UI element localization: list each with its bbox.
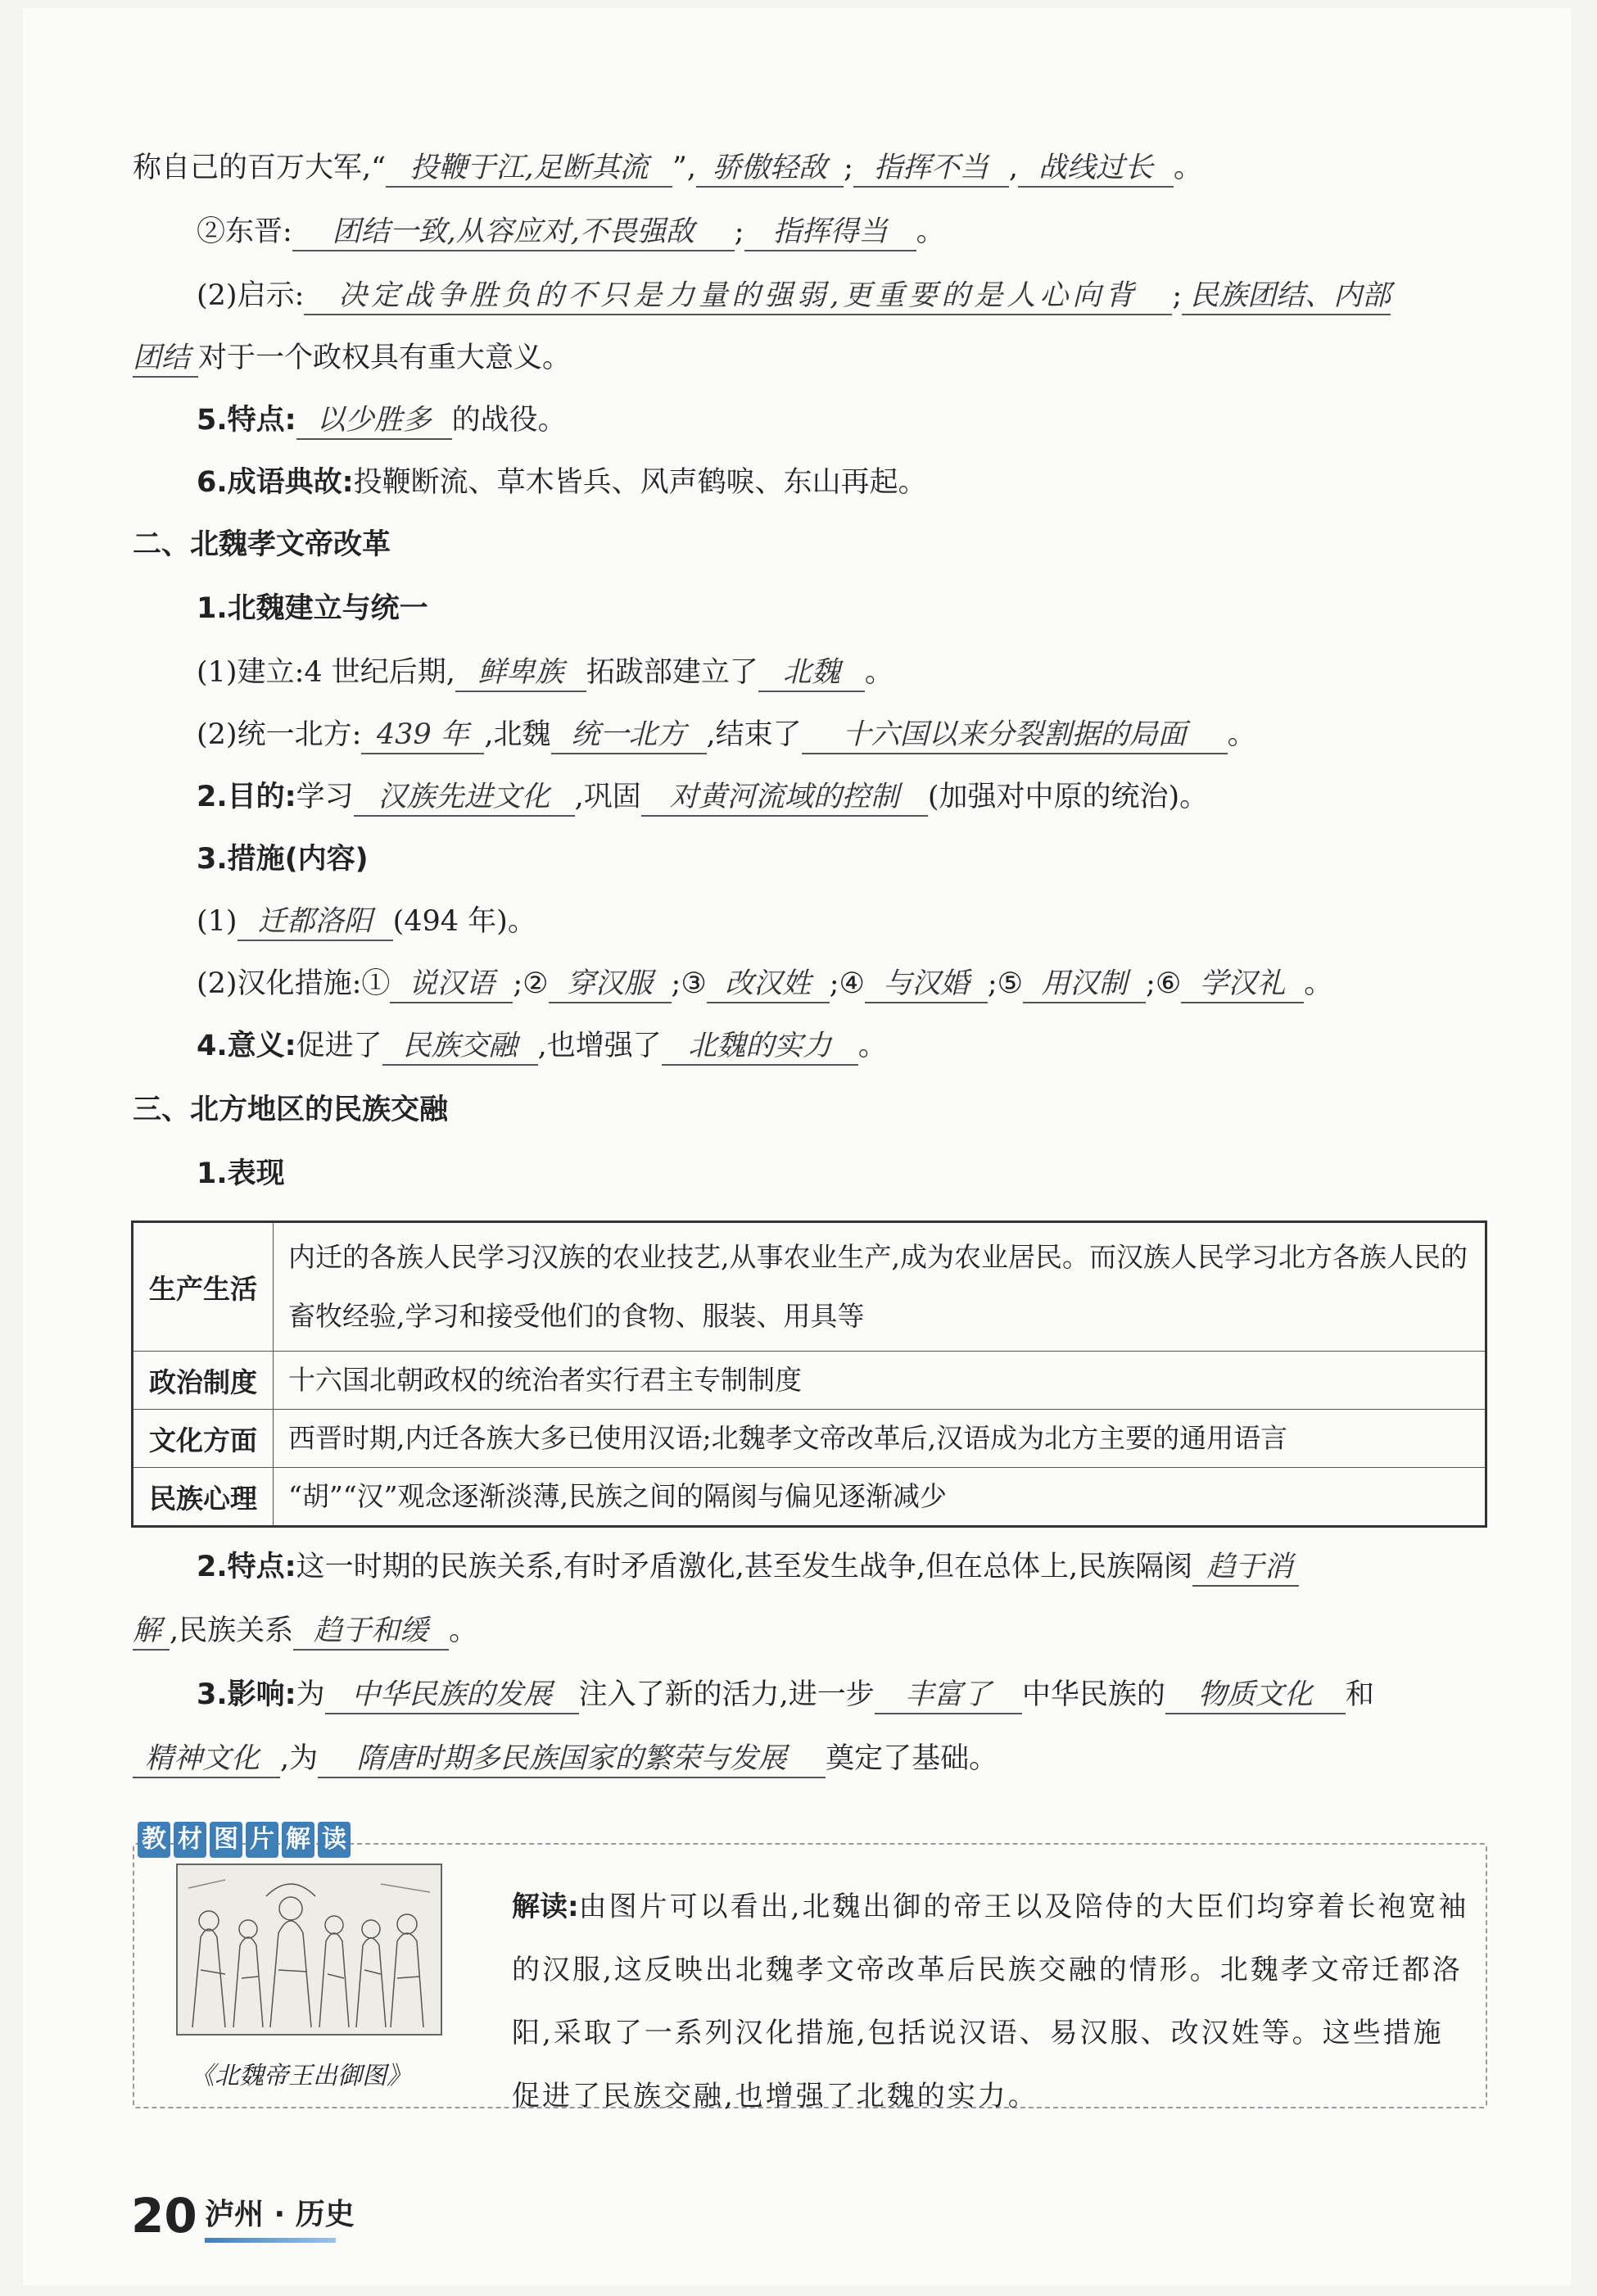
text: 。 <box>1227 718 1256 751</box>
text: 促进了 <box>296 1030 382 1062</box>
text: 中华民族的 <box>1021 1678 1165 1711</box>
text-line <box>197 211 1486 252</box>
text-line <box>133 337 1486 378</box>
row-value: 内迁的各族人民学习汉族的农业技艺,从事农业生产,成为农业居民。而汉族人民学习北方各族人民的畜牧经验,学习和接受他们的食物、服装、用具等 <box>274 1222 1486 1352</box>
answer-blank: 指挥不当 <box>853 150 1009 188</box>
answer-blank: 统一北方 <box>551 717 707 754</box>
text: 。 <box>916 215 945 248</box>
text: 奠定了基础。 <box>826 1742 998 1775</box>
text: 学习 <box>296 781 354 813</box>
text-line <box>197 1547 1486 1587</box>
text: ;⑤ <box>987 967 1024 1000</box>
text: ;⑥ <box>1146 967 1182 1000</box>
text-line <box>197 275 1486 316</box>
text: ;② <box>513 967 549 1000</box>
interpretation-text <box>512 1876 1470 2128</box>
answer-blank: 对黄河流域的控制 <box>641 779 928 817</box>
text-line <box>197 1674 1486 1715</box>
text: ,巩固 <box>574 781 641 813</box>
row-key: 民族心理 <box>133 1468 274 1527</box>
answer-blank: 以少胜多 <box>296 402 452 440</box>
text: (2)汉化措施:① <box>197 967 391 1000</box>
text: , <box>1008 152 1018 184</box>
answer-blank: 与汉婚 <box>865 966 988 1003</box>
text: ,北魏 <box>484 718 551 751</box>
answer-blank: 迁都洛阳 <box>238 903 393 941</box>
image-caption: 《北魏帝王出御图》 <box>190 2062 411 2090</box>
row-value: 十六国北朝政权的统治者实行君主专制制度 <box>274 1352 1486 1410</box>
item-label: 2.特点: <box>197 1551 296 1583</box>
text: (1)建立:4 世纪后期, <box>197 656 455 689</box>
row-key: 文化方面 <box>133 1410 274 1468</box>
item-label: 5.特点: <box>197 404 296 437</box>
text: 。 <box>1304 967 1333 1000</box>
text: 称自己的百万大军,“ <box>133 152 387 184</box>
subheading: 1.表现 <box>197 1157 285 1190</box>
text: ;④ <box>829 967 865 1000</box>
badge-char: 解 <box>282 1822 314 1858</box>
answer-blank: 物质文化 <box>1165 1677 1346 1714</box>
text: 的战役。 <box>451 404 567 437</box>
answer-blank: 精神文化 <box>133 1741 280 1778</box>
text-line <box>197 652 1486 693</box>
subheading: 3.措施(内容) <box>197 843 369 876</box>
answer-blank: 骄傲轻敌 <box>696 150 844 188</box>
text: 。 <box>864 656 894 689</box>
text: (加强对中原的统治)。 <box>927 781 1209 813</box>
answer-blank: 战线过长 <box>1018 150 1174 188</box>
row-value: “胡”“汉”观念逐渐淡薄,民族之间的隔阂与偏见逐渐减少 <box>274 1468 1486 1527</box>
answer-blank: 北魏 <box>758 654 865 692</box>
answer-blank: 民族交融 <box>382 1028 538 1066</box>
answer-blank: 改汉姓 <box>707 966 830 1003</box>
text: 投鞭断流、草木皆兵、风声鹤唳、东山再起。 <box>353 466 927 499</box>
expression-table <box>131 1220 1487 1528</box>
text: 对于一个政权具有重大意义。 <box>198 342 572 374</box>
row-key: 政治制度 <box>133 1352 274 1410</box>
text: 拓跋部建立了 <box>586 656 758 689</box>
text-line <box>133 147 1486 188</box>
answer-blank: 丰富了 <box>875 1677 1022 1714</box>
text: (2)启示: <box>197 279 305 312</box>
answer-blank: 团结一致,从容应对,不畏强敌 <box>292 214 735 251</box>
text: 。 <box>449 1614 478 1647</box>
text: 。 <box>1174 152 1203 184</box>
text: ,民族关系 <box>170 1614 294 1647</box>
text-line <box>197 400 1486 441</box>
answer-blank: 解 <box>133 1613 170 1651</box>
text: ; <box>1172 279 1183 312</box>
table-row <box>133 1410 1486 1468</box>
badge-char: 片 <box>246 1822 278 1858</box>
answer-blank: 439 年 <box>361 717 484 754</box>
answer-blank: 汉族先进文化 <box>354 779 575 817</box>
book-title: 泸州 · 历史 <box>205 2198 355 2231</box>
answer-blank: 民族团结、内部 <box>1182 278 1391 315</box>
text-line <box>197 777 1486 817</box>
item-label: 2.目的: <box>197 781 296 813</box>
section-badge <box>138 1822 351 1858</box>
text: ,也增强了 <box>537 1030 662 1062</box>
text: 为 <box>296 1678 325 1711</box>
text-line <box>197 714 1486 755</box>
text: (2)统一北方: <box>197 718 362 751</box>
badge-char: 教 <box>138 1822 170 1858</box>
text-line <box>197 963 1486 1004</box>
answer-blank: 决定战争胜负的不只是力量的强弱,更重要的是人心向背 <box>304 278 1172 315</box>
row-value: 西晋时期,内迁各族大多已使用汉语;北魏孝文帝改革后,汉语成为北方主要的通用语言 <box>274 1410 1486 1468</box>
item-label: 3.影响: <box>197 1678 296 1711</box>
text: 和 <box>1345 1678 1374 1711</box>
answer-blank: 团结 <box>133 340 198 378</box>
answer-blank: 指挥得当 <box>744 214 916 251</box>
interpretation-label: 解读: <box>512 1891 579 1923</box>
text-line <box>197 1026 1486 1066</box>
table-row <box>133 1352 1486 1410</box>
text: ; <box>734 215 744 248</box>
text: ”, <box>672 152 697 184</box>
text: ,结束了 <box>706 718 802 751</box>
row-key: 生产生活 <box>133 1222 274 1352</box>
text: (494 年)。 <box>392 905 536 938</box>
text: ②东晋: <box>197 215 292 248</box>
interpretation-body: 由图片可以看出,北魏出御的帝王以及陪侍的大臣们均穿着长袍宽袖的汉服,这反映出北魏孝文帝改革后民族交融的情形。北魏孝文帝迁都洛阳,采取了一系列汉化措施,包括说汉语、易汉服、改汉姓等。这些措施促进了民族交融,也增强了北魏的实力。 <box>512 1891 1469 2113</box>
table-row <box>133 1468 1486 1527</box>
answer-blank: 十六国以来分裂割据的局面 <box>802 717 1228 754</box>
answer-blank: 学汉礼 <box>1181 966 1304 1003</box>
procession-illustration <box>176 1864 442 2036</box>
badge-char: 图 <box>210 1822 242 1858</box>
answer-blank: 说汉语 <box>390 966 513 1003</box>
answer-blank: 隋唐时期多民族国家的繁荣与发展 <box>318 1741 826 1778</box>
answer-blank: 北魏的实力 <box>662 1028 858 1066</box>
text: ,为 <box>280 1742 319 1775</box>
section-heading: 三、北方地区的民族交融 <box>133 1094 449 1126</box>
text-line <box>133 1610 1486 1651</box>
subheading: 1.北魏建立与统一 <box>197 592 428 625</box>
text-line <box>197 462 1486 503</box>
footer-accent <box>205 2238 336 2243</box>
answer-blank: 趋于和缓 <box>293 1613 449 1651</box>
section-heading: 二、北魏孝文帝改革 <box>133 528 391 561</box>
page-number: 20 <box>131 2188 197 2244</box>
badge-char: 材 <box>174 1822 206 1858</box>
answer-blank: 中华民族的发展 <box>325 1677 579 1714</box>
answer-blank: 鲜卑族 <box>455 654 586 692</box>
text-line <box>133 1738 1486 1779</box>
item-label: 6.成语典故: <box>197 466 354 499</box>
answer-blank: 趋于消 <box>1192 1549 1299 1587</box>
answer-blank: 穿汉服 <box>549 966 672 1003</box>
text-line <box>197 901 1486 942</box>
text: 。 <box>857 1030 887 1062</box>
text: (1) <box>197 905 238 938</box>
text: ;③ <box>671 967 707 1000</box>
text: 这一时期的民族关系,有时矛盾激化,甚至发生战争,但在总体上,民族隔阂 <box>296 1551 1193 1583</box>
badge-char: 读 <box>318 1822 351 1858</box>
answer-blank: 投鞭于江,足断其流 <box>386 150 672 188</box>
item-label: 4.意义: <box>197 1030 296 1062</box>
text: 注入了新的活力,进一步 <box>578 1678 875 1711</box>
table-row <box>133 1222 1486 1352</box>
answer-blank: 用汉制 <box>1023 966 1146 1003</box>
text: ; <box>844 152 853 184</box>
